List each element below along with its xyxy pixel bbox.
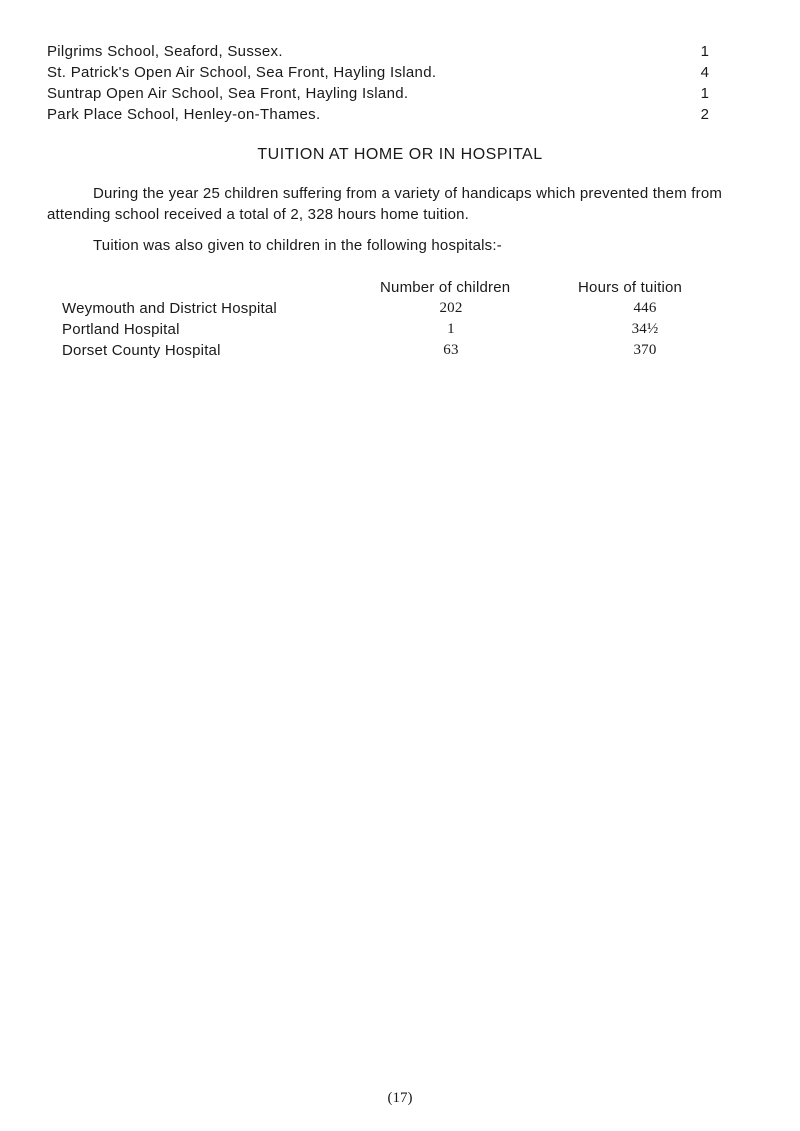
column-header-hours: Hours of tuition [578, 279, 683, 296]
school-row [47, 64, 715, 85]
school-row [47, 85, 715, 106]
hospital-table [62, 279, 722, 363]
school-name: Park Place School, Henley-on-Thames. [47, 106, 321, 123]
school-count: 2 [700, 106, 710, 123]
school-count: 1 [700, 85, 710, 102]
page-number: (17) [387, 1090, 413, 1106]
school-name: St. Patrick's Open Air School, Sea Front, Hayling Island. [47, 64, 437, 81]
hospital-name: Dorset County Hospital [62, 342, 221, 359]
tuition-hours: 34½ [631, 321, 659, 337]
school-row [47, 43, 715, 64]
tuition-hours: 370 [633, 342, 657, 358]
children-count: 63 [443, 342, 459, 358]
school-count: 1 [700, 43, 710, 60]
table-row [62, 321, 722, 342]
school-row [47, 106, 715, 127]
school-name: Suntrap Open Air School, Sea Front, Hayling Island. [47, 85, 409, 102]
hospital-name: Portland Hospital [62, 321, 180, 338]
school-count: 4 [700, 64, 710, 81]
table-row [62, 300, 722, 321]
table-header [62, 279, 722, 300]
table-row [62, 342, 722, 363]
school-name: Pilgrims School, Seaford, Sussex. [47, 43, 283, 60]
children-count: 1 [447, 321, 455, 337]
column-header-children: Number of children [380, 279, 511, 296]
hospitals-intro: Tuition was also given to children in the following hospitals:- [93, 237, 502, 254]
school-list [47, 43, 715, 127]
home-tuition-paragraph: During the year 25 children suffering from a variety of handicaps which prevented them from attending school received a total of 2, 328 hours home tuition. [47, 185, 723, 223]
hospital-name: Weymouth and District Hospital [62, 300, 277, 317]
children-count: 202 [439, 300, 463, 316]
tuition-hours: 446 [633, 300, 657, 316]
section-heading: TUITION AT HOME OR IN HOSPITAL [257, 146, 543, 163]
